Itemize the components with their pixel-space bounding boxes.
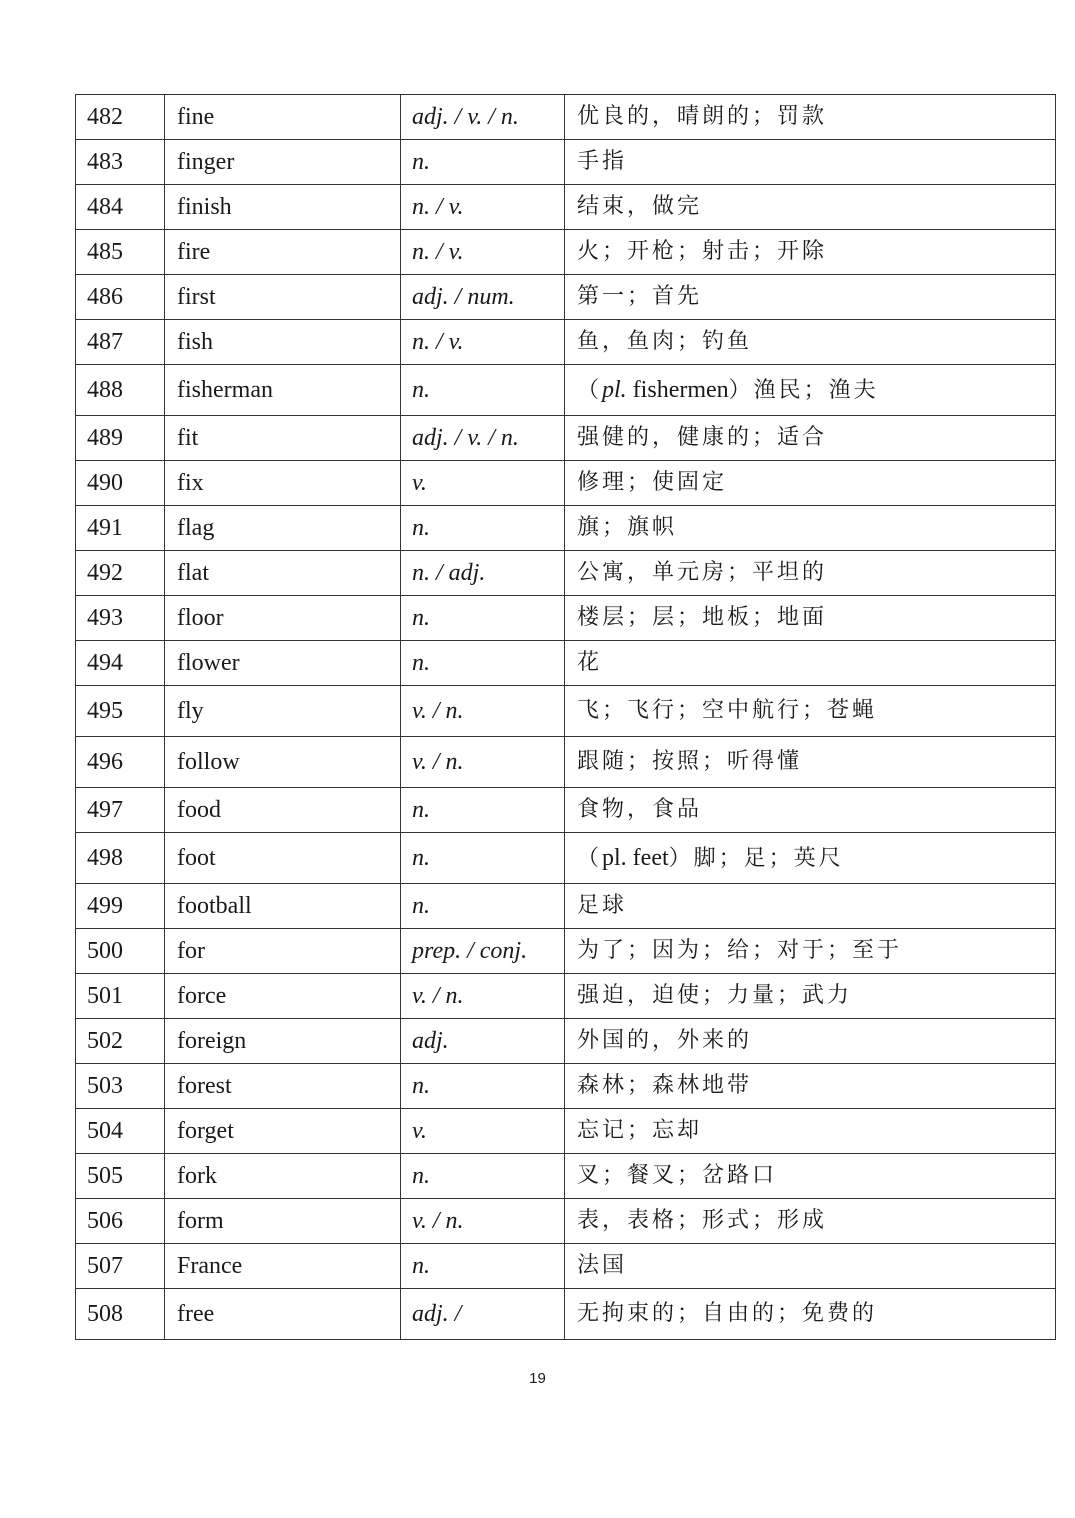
- table-row: [76, 1289, 1056, 1340]
- entry-word: fix: [165, 461, 401, 506]
- entry-number: 505: [76, 1154, 165, 1199]
- entry-number: 501: [76, 974, 165, 1019]
- definition-plural-form: fishermen: [626, 376, 729, 403]
- table-row: [76, 1199, 1056, 1244]
- definition-plural-marker: pl.: [602, 376, 627, 403]
- entry-definition: 公寓，单元房；平坦的: [565, 551, 1056, 596]
- entry-part-of-speech: adj. / v. / n.: [401, 416, 565, 461]
- entry-definition: 为了；因为；给；对于；至于: [565, 929, 1056, 974]
- entry-word: fish: [165, 320, 401, 365]
- entry-definition: 飞；飞行；空中航行；苍蝇: [565, 686, 1056, 737]
- definition-open-paren: （: [577, 377, 603, 403]
- definition-plural-form: pl. feet: [602, 844, 669, 871]
- entry-part-of-speech: n.: [401, 365, 565, 416]
- entry-part-of-speech: n. / v.: [401, 185, 565, 230]
- entry-definition: 火；开枪；射击；开除: [565, 230, 1056, 275]
- table-row: [76, 185, 1056, 230]
- entry-number: 502: [76, 1019, 165, 1064]
- entry-word: France: [165, 1244, 401, 1289]
- entry-definition: 表，表格；形式；形成: [565, 1199, 1056, 1244]
- entry-part-of-speech: v. / n.: [401, 974, 565, 1019]
- entry-definition: 第一；首先: [565, 275, 1056, 320]
- vocabulary-table-body: [76, 95, 1056, 1340]
- entry-definition: 手指: [565, 140, 1056, 185]
- entry-definition: 跟随；按照；听得懂: [565, 737, 1056, 788]
- entry-word: for: [165, 929, 401, 974]
- table-row: [76, 140, 1056, 185]
- entry-number: 493: [76, 596, 165, 641]
- entry-word: form: [165, 1199, 401, 1244]
- definition-text: ）渔民；渔夫: [728, 377, 879, 403]
- entry-word: flat: [165, 551, 401, 596]
- entry-part-of-speech: n.: [401, 788, 565, 833]
- entry-number: 504: [76, 1109, 165, 1154]
- entry-number: 484: [76, 185, 165, 230]
- entry-part-of-speech: v. / n.: [401, 686, 565, 737]
- table-row: [76, 929, 1056, 974]
- entry-part-of-speech: n.: [401, 506, 565, 551]
- table-row: [76, 737, 1056, 788]
- entry-part-of-speech: prep. / conj.: [401, 929, 565, 974]
- table-row: [76, 641, 1056, 686]
- entry-word: food: [165, 788, 401, 833]
- table-row: [76, 95, 1056, 140]
- entry-part-of-speech: n.: [401, 1244, 565, 1289]
- table-row: [76, 320, 1056, 365]
- entry-number: 492: [76, 551, 165, 596]
- table-row: [76, 686, 1056, 737]
- entry-word: fisherman: [165, 365, 401, 416]
- entry-word: forget: [165, 1109, 401, 1154]
- table-row: [76, 974, 1056, 1019]
- table-row: [76, 596, 1056, 641]
- entry-word: forest: [165, 1064, 401, 1109]
- entry-part-of-speech: v. / n.: [401, 1199, 565, 1244]
- entry-number: 500: [76, 929, 165, 974]
- entry-word: flag: [165, 506, 401, 551]
- entry-definition: [565, 365, 1056, 416]
- entry-definition: 优良的，晴朗的；罚款: [565, 95, 1056, 140]
- entry-number: 487: [76, 320, 165, 365]
- entry-definition: 花: [565, 641, 1056, 686]
- entry-definition: [565, 833, 1056, 884]
- entry-part-of-speech: adj. / num.: [401, 275, 565, 320]
- entry-word: foreign: [165, 1019, 401, 1064]
- entry-definition: 食物，食品: [565, 788, 1056, 833]
- entry-part-of-speech: n.: [401, 641, 565, 686]
- entry-definition: 足球: [565, 884, 1056, 929]
- entry-word: football: [165, 884, 401, 929]
- definition-text: ）脚；足；英尺: [668, 845, 844, 871]
- entry-word: fire: [165, 230, 401, 275]
- entry-part-of-speech: adj. /: [401, 1289, 565, 1340]
- table-row: [76, 551, 1056, 596]
- entry-number: 486: [76, 275, 165, 320]
- table-row: [76, 275, 1056, 320]
- entry-number: 488: [76, 365, 165, 416]
- entry-number: 508: [76, 1289, 165, 1340]
- page-number: 19: [529, 1370, 546, 1387]
- entry-number: 495: [76, 686, 165, 737]
- entry-definition: 无拘束的；自由的；免费的: [565, 1289, 1056, 1340]
- table-row: [76, 1019, 1056, 1064]
- entry-definition: 忘记；忘却: [565, 1109, 1056, 1154]
- entry-definition: 鱼，鱼肉；钓鱼: [565, 320, 1056, 365]
- entry-number: 498: [76, 833, 165, 884]
- table-row: [76, 461, 1056, 506]
- entry-number: 491: [76, 506, 165, 551]
- entry-definition: 修理；使固定: [565, 461, 1056, 506]
- entry-number: 497: [76, 788, 165, 833]
- entry-part-of-speech: v.: [401, 461, 565, 506]
- entry-definition: 强健的，健康的；适合: [565, 416, 1056, 461]
- entry-word: fine: [165, 95, 401, 140]
- table-row: [76, 506, 1056, 551]
- entry-part-of-speech: n.: [401, 1154, 565, 1199]
- entry-word: fly: [165, 686, 401, 737]
- entry-number: 494: [76, 641, 165, 686]
- entry-number: 496: [76, 737, 165, 788]
- table-row: [76, 884, 1056, 929]
- entry-definition: 叉；餐叉；岔路口: [565, 1154, 1056, 1199]
- entry-word: follow: [165, 737, 401, 788]
- entry-number: 483: [76, 140, 165, 185]
- entry-definition: 结束，做完: [565, 185, 1056, 230]
- entry-part-of-speech: n. / v.: [401, 320, 565, 365]
- entry-number: 482: [76, 95, 165, 140]
- entry-word: fit: [165, 416, 401, 461]
- table-row: [76, 1064, 1056, 1109]
- entry-number: 507: [76, 1244, 165, 1289]
- entry-part-of-speech: adj. / v. / n.: [401, 95, 565, 140]
- table-row: [76, 1109, 1056, 1154]
- entry-word: force: [165, 974, 401, 1019]
- table-row: [76, 1154, 1056, 1199]
- entry-part-of-speech: n. / adj.: [401, 551, 565, 596]
- entry-word: flower: [165, 641, 401, 686]
- entry-number: 489: [76, 416, 165, 461]
- table-row: [76, 833, 1056, 884]
- table-row: [76, 365, 1056, 416]
- entry-word: first: [165, 275, 401, 320]
- entry-word: free: [165, 1289, 401, 1340]
- entry-definition: 森林；森林地带: [565, 1064, 1056, 1109]
- entry-word: floor: [165, 596, 401, 641]
- entry-number: 503: [76, 1064, 165, 1109]
- entry-number: 506: [76, 1199, 165, 1244]
- entry-definition: 旗；旗帜: [565, 506, 1056, 551]
- entry-part-of-speech: n.: [401, 884, 565, 929]
- entry-definition: 外国的，外来的: [565, 1019, 1056, 1064]
- entry-definition: 楼层；层；地板；地面: [565, 596, 1056, 641]
- entry-word: finish: [165, 185, 401, 230]
- entry-part-of-speech: adj.: [401, 1019, 565, 1064]
- entry-number: 499: [76, 884, 165, 929]
- entry-definition: 强迫，迫使；力量；武力: [565, 974, 1056, 1019]
- entry-word: finger: [165, 140, 401, 185]
- entry-part-of-speech: v.: [401, 1109, 565, 1154]
- entry-number: 485: [76, 230, 165, 275]
- entry-number: 490: [76, 461, 165, 506]
- table-row: [76, 788, 1056, 833]
- table-row: [76, 416, 1056, 461]
- entry-part-of-speech: n.: [401, 596, 565, 641]
- entry-word: fork: [165, 1154, 401, 1199]
- entry-part-of-speech: n.: [401, 833, 565, 884]
- entry-definition: 法国: [565, 1244, 1056, 1289]
- definition-open-paren: （: [577, 845, 603, 871]
- table-row: [76, 1244, 1056, 1289]
- table-row: [76, 230, 1056, 275]
- entry-part-of-speech: n. / v.: [401, 230, 565, 275]
- entry-part-of-speech: n.: [401, 1064, 565, 1109]
- entry-word: foot: [165, 833, 401, 884]
- vocabulary-table: [75, 94, 1056, 1340]
- entry-part-of-speech: v. / n.: [401, 737, 565, 788]
- entry-part-of-speech: n.: [401, 140, 565, 185]
